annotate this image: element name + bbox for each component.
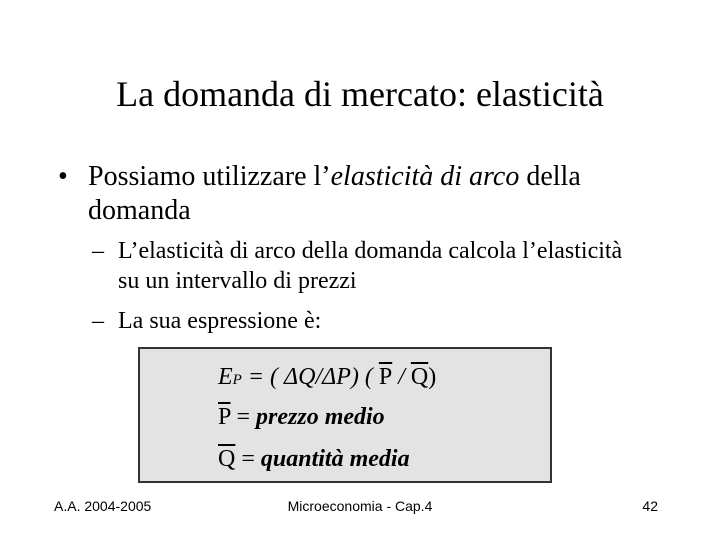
bullet-text-part: Possiamo utilizzare l’	[88, 161, 331, 192]
q-bar-symbol: $\overline{Q}$	[218, 446, 236, 472]
formula-e: E	[218, 364, 233, 390]
formula-elasticity	[218, 363, 436, 394]
sub-bullet-text: La sua espressione è:	[118, 308, 322, 334]
formula-subscript: P	[232, 372, 242, 388]
sub-bullet-text: L’elasticità di arco della domanda calcola l’elasticità su un intervallo di prezzi	[118, 238, 623, 294]
equals-sign: =	[235, 446, 261, 472]
formula-ratio: = ( ΔQ/ΔP) (	[241, 364, 379, 390]
dash-marker: –	[92, 308, 104, 334]
average-price-label: prezzo medio	[256, 404, 385, 430]
formula-q-bar: $\overline{Q}$	[410, 364, 429, 390]
average-quantity-label: quantità media	[260, 446, 410, 472]
slide-title: La domanda di mercato: elasticità	[116, 74, 604, 114]
formula-slash: /	[392, 364, 411, 390]
main-bullet-text	[88, 160, 678, 228]
formula-average-quantity	[218, 445, 410, 473]
footer-academic-year: A.A. 2004-2005	[54, 498, 152, 514]
bullet-marker: •	[58, 161, 68, 192]
dash-marker: –	[92, 238, 104, 264]
formula-close: )	[428, 364, 437, 390]
bullet-text-part: della domanda	[88, 161, 581, 226]
equals-sign: =	[230, 404, 257, 430]
footer-page-number: 42	[642, 498, 658, 514]
footer-course: Microeconomia - Cap.4	[287, 498, 433, 514]
formula-p-bar: $\overline{P}$	[378, 364, 393, 390]
formula-average-price	[218, 403, 385, 431]
bullet-text-italic: elasticità di arco	[330, 161, 520, 192]
formula-box	[138, 347, 552, 483]
p-bar-symbol: $\overline{P}$	[218, 404, 231, 430]
